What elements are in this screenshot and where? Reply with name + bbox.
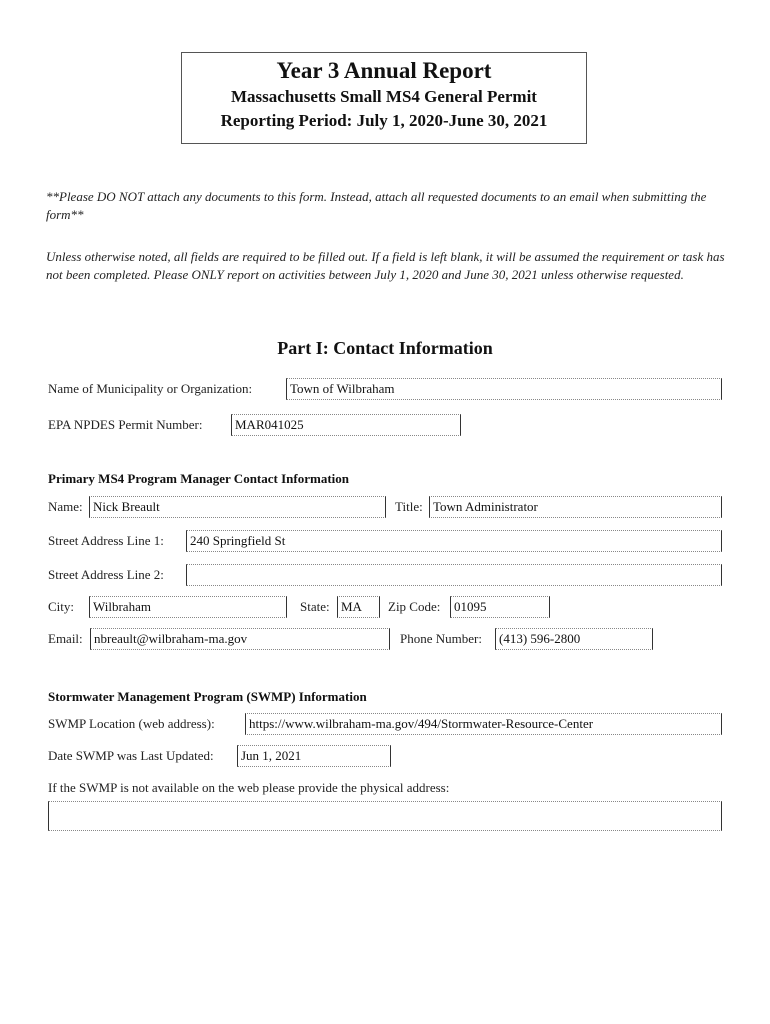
zip-field[interactable]: 01095 [450, 596, 550, 618]
swmp-updated-row [48, 745, 728, 767]
zip-label: Zip Code: [388, 599, 441, 614]
reporting-period: Reporting Period: July 1, 2020-June 30, 2021 [220, 111, 548, 130]
email-label: Email: [48, 631, 83, 646]
state-field[interactable]: MA [337, 596, 380, 618]
title-field[interactable]: Town Administrator [429, 496, 722, 518]
city-label: City: [48, 599, 75, 614]
email-field[interactable]: nbreault@wilbraham-ma.gov [90, 628, 390, 650]
report-title: Year 3 Annual Report [276, 58, 492, 83]
state-label: State: [300, 599, 330, 614]
part-title: Part I: Contact Information [277, 338, 493, 358]
permit-label: EPA NPDES Permit Number: [48, 417, 203, 432]
swmp-physical-row [48, 777, 728, 837]
municipality-field[interactable]: Town of Wilbraham [286, 378, 722, 400]
swmp-physical-field[interactable] [48, 801, 722, 831]
municipality-label: Name of Municipality or Organization: [48, 381, 253, 396]
street2-field[interactable] [186, 564, 722, 586]
name-field[interactable]: Nick Breault [89, 496, 386, 518]
swmp-updated-field[interactable]: Jun 1, 2021 [237, 745, 391, 767]
manager-heading: Primary MS4 Program Manager Contact Information [48, 471, 349, 486]
swmp-heading: Stormwater Management Program (SWMP) Information [48, 689, 367, 704]
fields-note: Unless otherwise noted, all fields are required to be filled out. If a field is left blank, it will be assumed the requirement or task has not been completed. Please ONLY report on activities between July 1, 2020 and June 30, 2021 unless otherwise requested. [46, 249, 725, 282]
phone-label: Phone Number: [400, 631, 482, 646]
permit-row [48, 414, 728, 436]
attachment-note: **Please DO NOT attach any documents to this form. Instead, attach all requested documents to an email when submitting the form** [46, 189, 707, 222]
name-row [48, 496, 728, 518]
swmp-location-row [48, 713, 728, 735]
swmp-location-field[interactable]: https://www.wilbraham-ma.gov/494/Stormwater-Resource-Center [245, 713, 722, 735]
name-label: Name: [48, 499, 83, 514]
street1-label: Street Address Line 1: [48, 533, 164, 548]
municipality-row [48, 378, 728, 400]
swmp-physical-label: If the SWMP is not available on the web please provide the physical address: [48, 780, 450, 795]
report-subtitle: Massachusetts Small MS4 General Permit [231, 87, 537, 106]
swmp-location-label: SWMP Location (web address): [48, 716, 215, 731]
email-row [48, 628, 728, 650]
city-row [48, 596, 728, 618]
title-label: Title: [395, 499, 423, 514]
street1-field[interactable]: 240 Springfield St [186, 530, 722, 552]
permit-field[interactable]: MAR041025 [231, 414, 461, 436]
street2-label: Street Address Line 2: [48, 567, 164, 582]
report-title-box [181, 52, 587, 144]
phone-field[interactable]: (413) 596-2800 [495, 628, 653, 650]
city-field[interactable]: Wilbraham [89, 596, 287, 618]
swmp-updated-label: Date SWMP was Last Updated: [48, 748, 214, 763]
street2-row [48, 564, 728, 586]
street1-row [48, 530, 728, 552]
